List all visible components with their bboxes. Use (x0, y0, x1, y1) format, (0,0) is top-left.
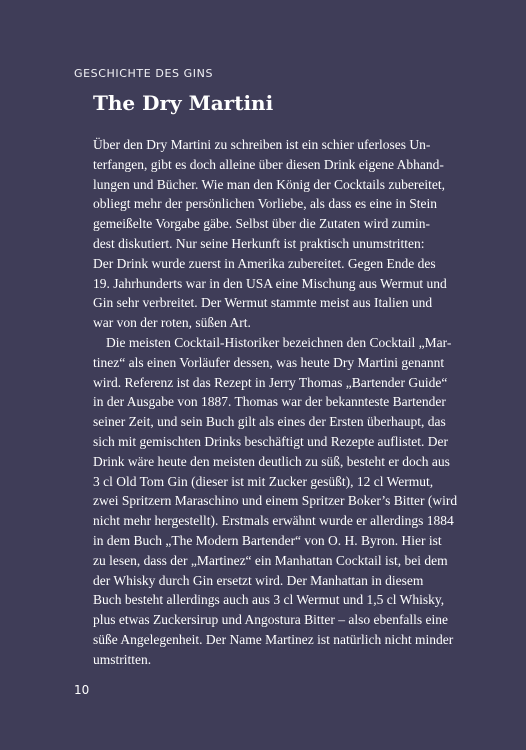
text-line: terfangen, gibt es doch alleine über diesen Drink eigene Abhand- (93, 156, 444, 172)
text-line: lungen und Bücher. Wie man den König der Cocktails zubereitet, (93, 176, 445, 192)
text-line: tinez“ als einen Vorläufer dessen, was heute Dry Martini genannt (93, 354, 445, 370)
text-line: süße Angelegenheit. Der Name Martinez ist natürlich nicht minder (93, 631, 454, 647)
text-line: in der Ausgabe von 1887. Thomas war der bekannteste Bartender (93, 394, 446, 410)
text-line: obliegt mehr der persönlichen Vorliebe, als dass es eine in Stein (93, 196, 438, 212)
text-line: zu lesen, dass der „Martinez“ ein Manhattan Cocktail ist, bei dem (93, 552, 448, 568)
text-line: in dem Buch „The Modern Bartender“ von O. H. Byron. Hier ist (93, 532, 442, 548)
page-title: The Dry Martini (93, 91, 274, 115)
text-line: der Whisky durch Gin ersetzt wird. Der Manhattan in diesem (93, 572, 424, 588)
text-line: gemeißelte Vorgabe gäbe. Selbst über die Zutaten wird zumin- (93, 216, 431, 232)
text-line: nicht mehr hergestellt). Erstmals erwähnt wurde er allerdings 1884 (93, 513, 454, 529)
body-text (93, 135, 473, 670)
text-line: war von der roten, süßen Art. (93, 315, 251, 331)
text-line: 3 cl Old Tom Gin (dieser ist mit Zucker gesüßt), 12 cl Wermut, (93, 473, 434, 489)
text-line: Drink wäre heute den meisten deutlich zu süß, besteht er doch aus (93, 453, 450, 469)
text-line: sich mit gemischten Drinks beschäftigt und Rezepte auflistet. Der (93, 433, 449, 449)
text-line: zwei Spritzern Maraschino und einem Spritzer Boker’s Bitter (wird (93, 493, 458, 509)
paragraph-2 (93, 333, 473, 670)
text-line: Buch besteht allerdings auch aus 3 cl Wermut und 1,5 cl Whisky, (93, 592, 445, 608)
text-line: umstritten. (93, 651, 152, 667)
text-line: Über den Dry Martini zu schreiben ist ein schier uferloses Un- (93, 137, 431, 152)
text-line: Gin sehr verbreitet. Der Wermut stammte meist aus Italien und (93, 295, 433, 311)
page-number: 10 (74, 683, 90, 697)
text-line: plus etwas Zuckersirup und Angostura Bitter – also ebenfalls eine (93, 612, 449, 628)
text-line: seiner Zeit, und sein Buch gilt als eines der Ersten überhaupt, das (93, 414, 446, 430)
paragraph-1 (93, 135, 473, 333)
text-line: dest diskutiert. Nur seine Herkunft ist praktisch unumstritten: (93, 235, 425, 251)
running-head: GESCHICHTE DES GINS (74, 67, 214, 80)
text-line: Die meisten Cocktail-Historiker bezeichnen den Cocktail „Mar- (106, 334, 452, 350)
text-line: Der Drink wurde zuerst in Amerika zubereitet. Gegen Ende des (93, 255, 436, 271)
text-line: wird. Referenz ist das Rezept in Jerry Thomas „Bartender Guide“ (93, 374, 448, 390)
text-line: 19. Jahrhunderts war in den USA eine Mischung aus Wermut und (93, 275, 447, 291)
